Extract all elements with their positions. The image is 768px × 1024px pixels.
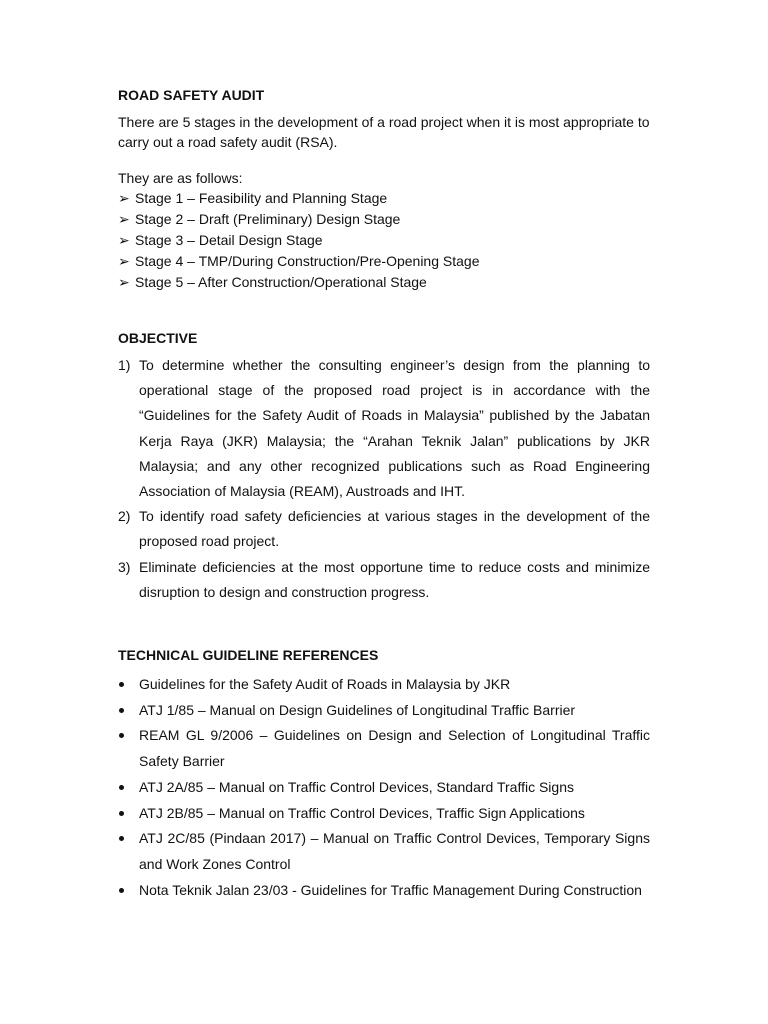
reference-text: ATJ 2B/85 – Manual on Traffic Control Devices, Traffic Sign Applications	[139, 804, 585, 821]
arrow-bullet-icon: ➢	[118, 211, 130, 227]
reference-item	[118, 723, 650, 774]
reference-item	[118, 878, 650, 904]
reference-item	[118, 672, 650, 698]
objective-number: 3)	[118, 558, 131, 575]
arrow-bullet-icon: ➢	[118, 253, 130, 269]
objective-heading: OBJECTIVE	[118, 330, 198, 346]
arrow-bullet-icon: ➢	[118, 274, 130, 290]
stages-intro-text: They are as follows:	[118, 170, 243, 186]
rsa-heading: ROAD SAFETY AUDIT	[118, 87, 265, 103]
reference-item	[118, 775, 650, 801]
bullet-dot-icon	[118, 801, 139, 827]
technical-references-heading: TECHNICAL GUIDELINE REFERENCES	[118, 647, 379, 664]
bullet-dot-icon	[118, 723, 139, 774]
reference-text: ATJ 2A/85 – Manual on Traffic Control Devices, Standard Traffic Signs	[139, 778, 574, 795]
bullet-dot-icon	[118, 672, 139, 698]
objective-text: To identify road safety deficiencies at various stages in the development of the proposed road project.	[139, 508, 650, 550]
document-page	[118, 84, 650, 903]
objective-number: 2)	[118, 508, 131, 525]
objective-item	[118, 555, 650, 605]
reference-item	[118, 826, 650, 877]
stage-label: Stage 1 – Feasibility and Planning Stage	[135, 190, 388, 206]
reference-text: ATJ 1/85 – Manual on Design Guidelines of Longitudinal Traffic Barrier	[139, 701, 576, 718]
arrow-bullet-icon: ➢	[118, 190, 130, 206]
objective-list	[118, 353, 650, 605]
objective-item	[118, 504, 650, 554]
objective-item	[118, 353, 650, 504]
reference-text: Nota Teknik Jalan 23/03 - Guidelines for Traffic Management During Construction	[139, 881, 642, 898]
reference-text: REAM GL 9/2006 – Guidelines on Design and Selection of Longitudinal Traffic Safety Barrier	[139, 727, 650, 770]
bullet-dot-icon	[118, 826, 139, 877]
objective-text: To determine whether the consulting engineer’s design from the planning to operational stage of the proposed road project is in accordance with the “Guidelines for the Safety Audit of Roads in Malaysia” published by the Jabatan Kerja Raya (JKR) Malaysia; the “Arahan Teknik Jalan” publications by JKR Malaysia; and any other recognized publications such as Road Engineering Association of Malaysia (REAM), Austroads and IHT.	[139, 357, 650, 500]
reference-item	[118, 698, 650, 724]
objective-text: Eliminate deficiencies at the most opportune time to reduce costs and minimize disruption to design and construction progress.	[139, 558, 650, 600]
stage-label: Stage 5 – After Construction/Operational Stage	[135, 274, 427, 290]
rsa-intro-paragraph: There are 5 stages in the development of a road project when it is most appropriate to carry out a road safety audit (RSA).	[118, 114, 650, 150]
bullet-dot-icon	[118, 775, 139, 801]
stage-item	[118, 272, 650, 293]
bullet-dot-icon	[118, 698, 139, 724]
stage-item	[118, 188, 650, 209]
arrow-bullet-icon: ➢	[118, 232, 130, 248]
reference-text: Guidelines for the Safety Audit of Roads in Malaysia by JKR	[139, 676, 511, 693]
bullet-dot-icon	[118, 878, 139, 904]
reference-item	[118, 801, 650, 827]
stage-item	[118, 209, 650, 230]
stage-item	[118, 230, 650, 251]
reference-list	[118, 672, 650, 903]
stage-label: Stage 2 – Draft (Preliminary) Design Stage	[135, 211, 401, 227]
objective-number: 1)	[118, 357, 131, 373]
stage-label: Stage 3 – Detail Design Stage	[135, 232, 323, 248]
stage-item	[118, 251, 650, 272]
reference-text: ATJ 2C/85 (Pindaan 2017) – Manual on Traffic Control Devices, Temporary Signs and Work Zones Control	[139, 830, 650, 872]
stage-list	[118, 188, 650, 293]
stage-label: Stage 4 – TMP/During Construction/Pre-Opening Stage	[135, 253, 480, 269]
